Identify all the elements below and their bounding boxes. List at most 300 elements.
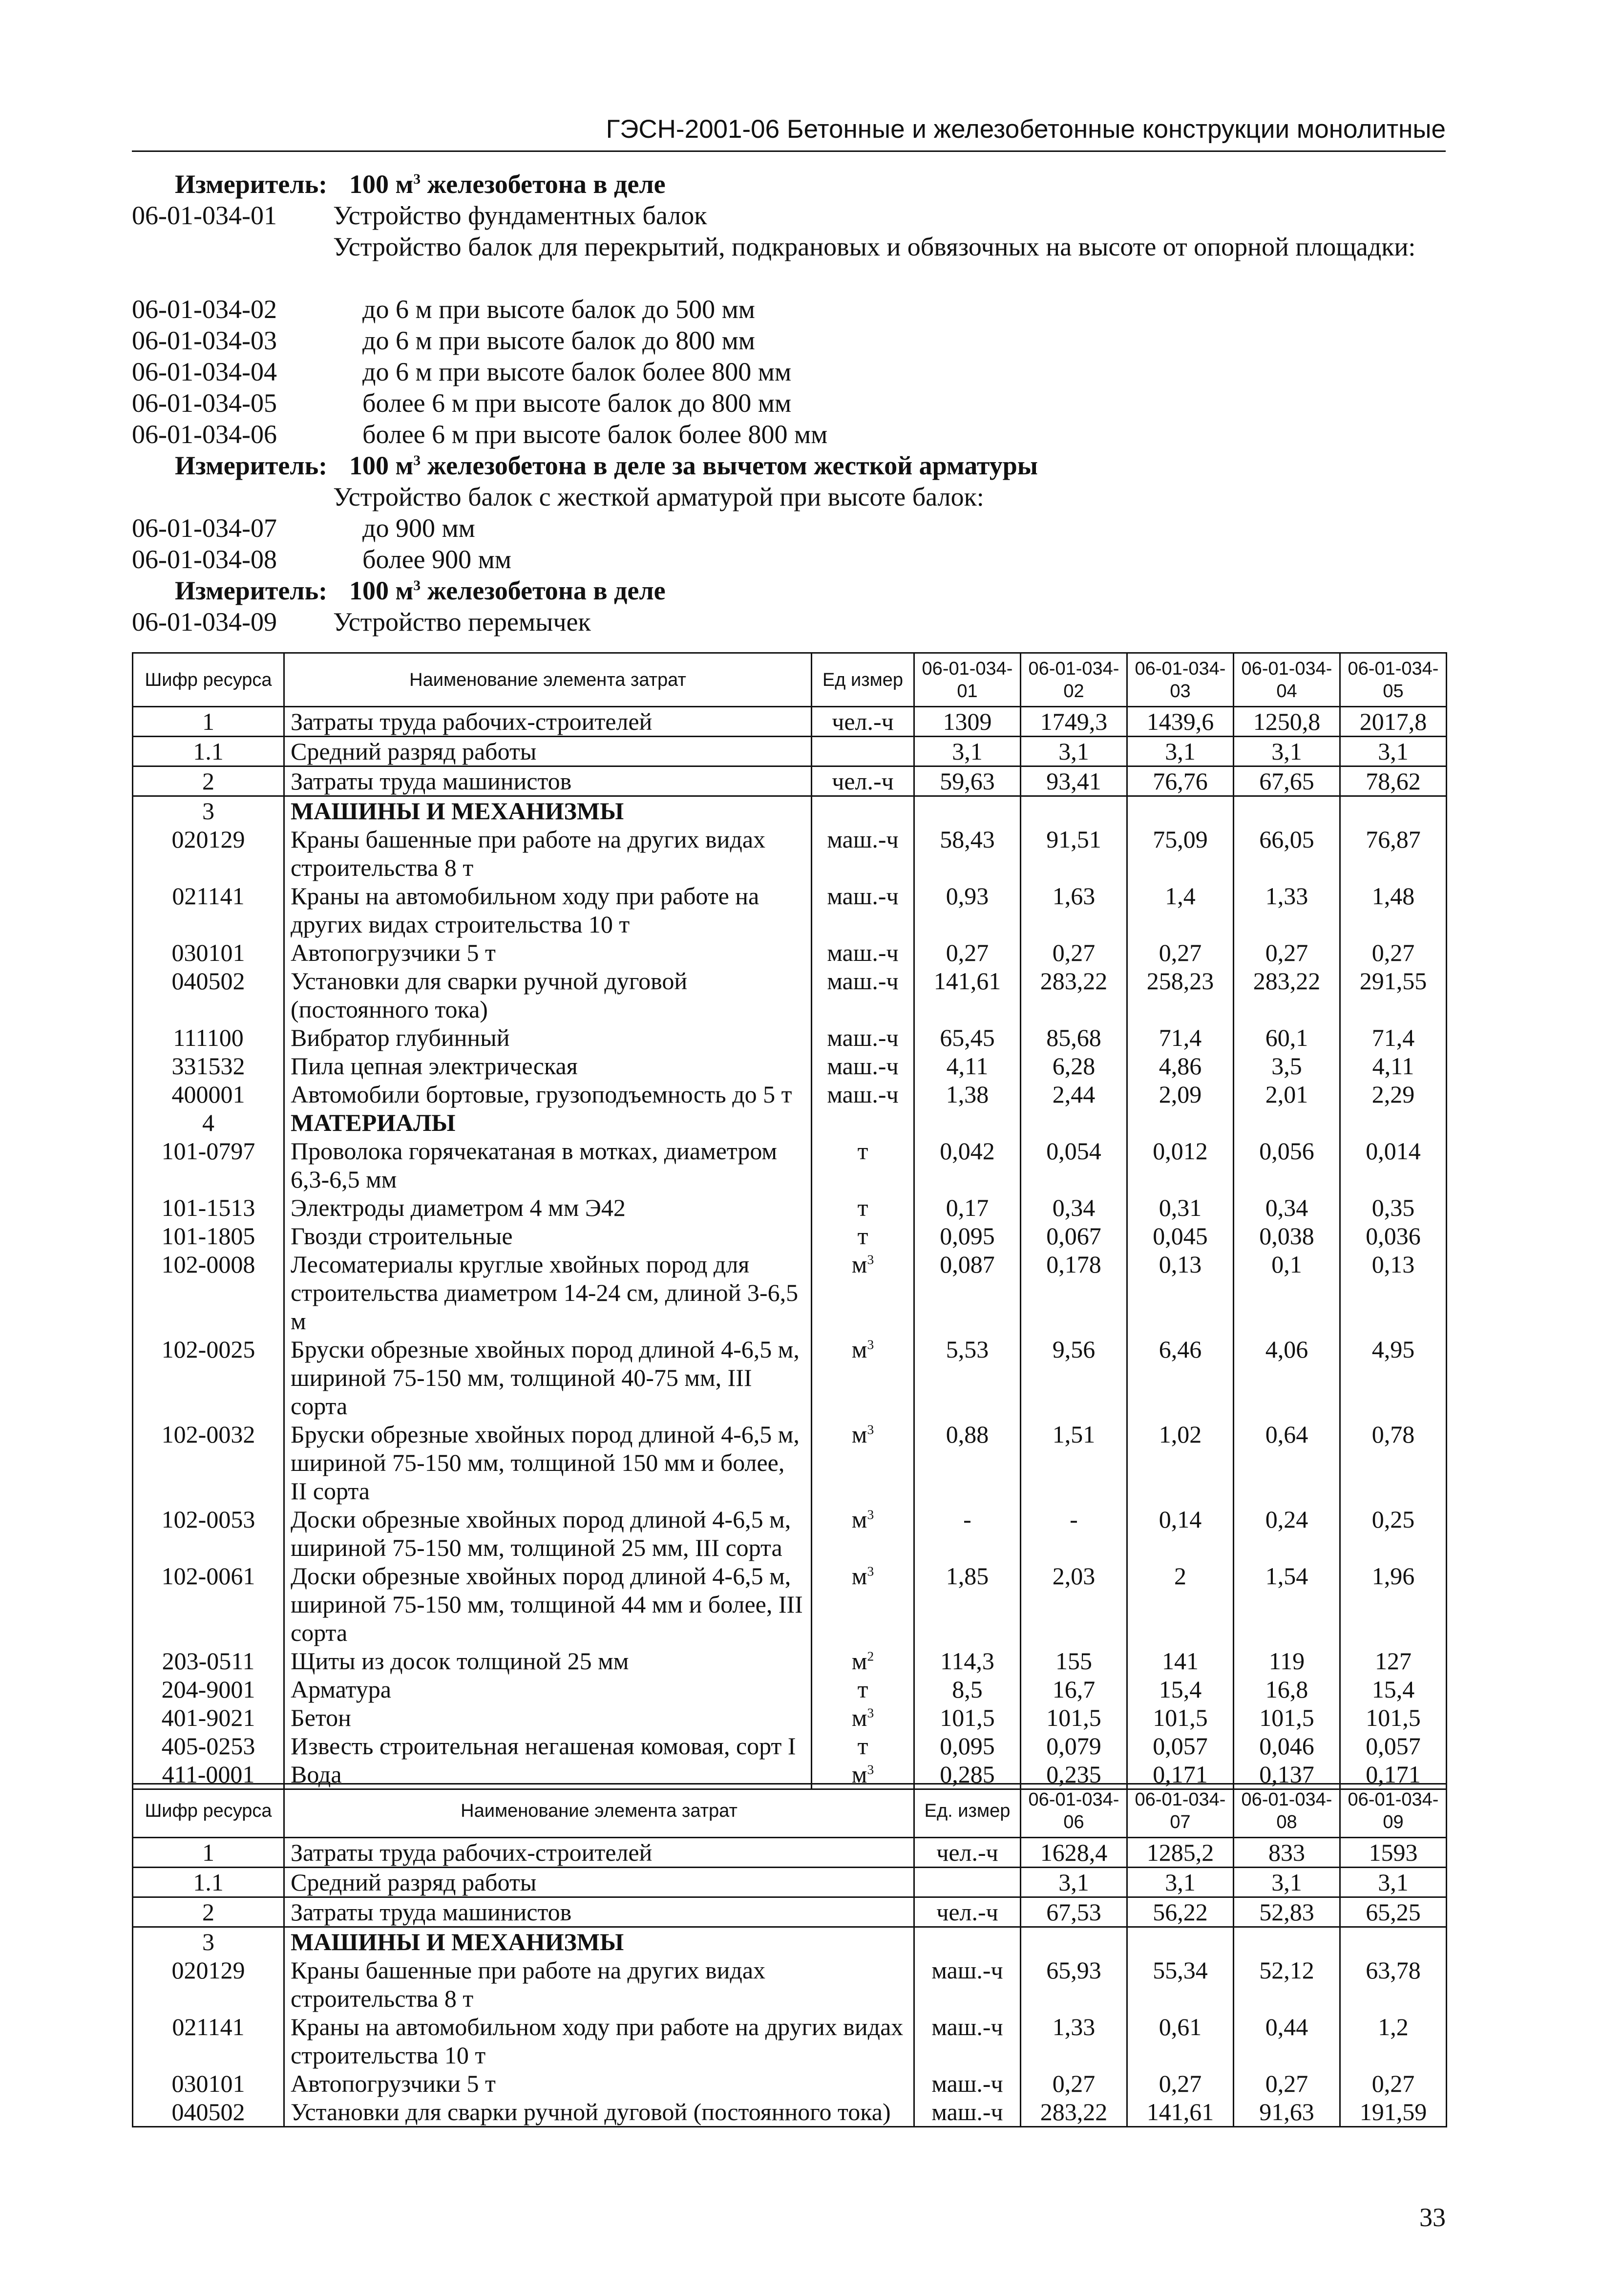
- row-value: 59,63: [914, 766, 1021, 796]
- row-value: 1,33: [1021, 2013, 1127, 2069]
- row-unit: т: [812, 1732, 914, 1760]
- row-value: 3,1: [1127, 1868, 1234, 1897]
- row-value: 52,12: [1234, 1956, 1340, 2013]
- header-col: 06-01-034-03: [1127, 653, 1234, 707]
- intro-code: 06-01-034-01: [132, 201, 277, 230]
- row-value: 66,05: [1234, 825, 1340, 882]
- intro-item: [132, 544, 1446, 575]
- row-value: 0,31: [1127, 1193, 1234, 1222]
- header-col: 06-01-034-06: [1021, 1784, 1127, 1838]
- row-value: 0,012: [1127, 1137, 1234, 1193]
- measure-tail: железобетона в деле: [421, 170, 666, 199]
- row-unit: маш.-ч: [812, 882, 914, 938]
- row-value: 3,1: [914, 737, 1021, 766]
- row-value: 76,87: [1340, 825, 1447, 882]
- table-row: [133, 2013, 1447, 2069]
- row-value: 2: [1127, 1562, 1234, 1647]
- row-code: 3: [133, 796, 284, 826]
- row-unit: т: [812, 1222, 914, 1250]
- header-col: 06-01-034-05: [1340, 653, 1447, 707]
- row-value: 1,33: [1234, 882, 1340, 938]
- row-value: 0,78: [1340, 1420, 1447, 1505]
- row-code: 203-0511: [133, 1647, 284, 1675]
- running-header: [132, 111, 1446, 152]
- row-value: 71,4: [1127, 1023, 1234, 1052]
- row-name: Пила цепная электрическая: [284, 1052, 812, 1080]
- table-row: [133, 1647, 1447, 1675]
- row-value: 2,09: [1127, 1080, 1234, 1108]
- row-value: 0,1: [1234, 1250, 1340, 1335]
- row-name: Автопогрузчики 5 т: [284, 938, 812, 967]
- row-value: 0,34: [1021, 1193, 1127, 1222]
- row-value: 833: [1234, 1838, 1340, 1868]
- intro-code: 06-01-034-02: [132, 295, 277, 324]
- row-unit: [812, 796, 914, 826]
- row-unit: [914, 1868, 1021, 1897]
- row-unit: $м^3$: [812, 1703, 914, 1732]
- row-value: 65,45: [914, 1023, 1021, 1052]
- row-value: [1127, 1927, 1234, 1956]
- table-row: [133, 707, 1447, 737]
- row-value: 1,02: [1127, 1420, 1234, 1505]
- intro-code: 06-01-034-06: [132, 420, 277, 449]
- row-code: 021141: [133, 882, 284, 938]
- row-value: 3,1: [1340, 1868, 1447, 1897]
- unit-exponent: 3: [867, 1422, 874, 1437]
- row-value: [1021, 1927, 1127, 1956]
- intro-code: 06-01-034-03: [132, 326, 277, 355]
- row-value: 0,057: [1340, 1732, 1447, 1760]
- row-unit: $м^3$: [812, 1420, 914, 1505]
- row-value: 1439,6: [1127, 707, 1234, 737]
- header-col: 06-01-034-02: [1021, 653, 1127, 707]
- row-value: 2,29: [1340, 1080, 1447, 1108]
- table-row: [133, 1420, 1447, 1505]
- header-unit: Ед измер: [812, 653, 914, 707]
- measure-sup: 3: [413, 171, 421, 187]
- row-code: 101-0797: [133, 1137, 284, 1193]
- row-value: 0,27: [1234, 2069, 1340, 2098]
- row-value: 3,1: [1340, 737, 1447, 766]
- row-value: 0,171: [1340, 1760, 1447, 1789]
- row-unit: маш.-ч: [914, 1956, 1021, 2013]
- row-value: [914, 1108, 1021, 1137]
- row-name: Автопогрузчики 5 т: [284, 2069, 914, 2098]
- row-name: Арматура: [284, 1675, 812, 1703]
- row-value: 0,095: [914, 1222, 1021, 1250]
- row-value: 63,78: [1340, 1956, 1447, 2013]
- row-value: 0,27: [1340, 2069, 1447, 2098]
- table-row: [133, 1222, 1447, 1250]
- table-row: [133, 1023, 1447, 1052]
- row-value: 0,235: [1021, 1760, 1127, 1789]
- measure-value: 100 м: [349, 170, 414, 199]
- intro-item: [132, 325, 1446, 356]
- row-value: 1250,8: [1234, 707, 1340, 737]
- row-value: 76,76: [1127, 766, 1234, 796]
- row-value: 0,61: [1127, 2013, 1234, 2069]
- measure-line: [132, 450, 1446, 481]
- header-unit: Ед. измер: [914, 1784, 1021, 1838]
- row-value: 0,178: [1021, 1250, 1127, 1335]
- row-value: 0,13: [1127, 1250, 1234, 1335]
- measure-tail: железобетона в деле за вычетом жесткой арматуры: [421, 451, 1038, 480]
- row-code: 204-9001: [133, 1675, 284, 1703]
- row-value: 0,34: [1234, 1193, 1340, 1222]
- row-name: Электроды диаметром 4 мм Э42: [284, 1193, 812, 1222]
- unit-exponent: 3: [867, 1563, 874, 1579]
- row-name: Доски обрезные хвойных пород длиной 4-6,5 м, шириной 75-150 мм, толщиной 44 мм и более, III сорта: [284, 1562, 812, 1647]
- table-row: [133, 1108, 1447, 1137]
- row-unit: чел.-ч: [812, 707, 914, 737]
- row-value: 0,27: [1340, 938, 1447, 967]
- row-value: 0,171: [1127, 1760, 1234, 1789]
- row-value: 0,046: [1234, 1732, 1340, 1760]
- row-unit: $м^3$: [812, 1562, 914, 1647]
- row-value: 0,27: [1021, 938, 1127, 967]
- header-col: 06-01-034-09: [1340, 1784, 1447, 1838]
- resource-table-2: [132, 1783, 1447, 2127]
- row-value: 16,7: [1021, 1675, 1127, 1703]
- row-code: 331532: [133, 1052, 284, 1080]
- table-row: [133, 938, 1447, 967]
- intro-item: [132, 231, 1446, 294]
- row-value: 2,01: [1234, 1080, 1340, 1108]
- table-row: [133, 2098, 1447, 2127]
- row-value: 1,85: [914, 1562, 1021, 1647]
- row-value: 258,23: [1127, 967, 1234, 1023]
- row-value: 93,41: [1021, 766, 1127, 796]
- row-value: 4,95: [1340, 1335, 1447, 1420]
- unit-exponent: 3: [867, 1252, 874, 1267]
- row-value: 0,056: [1234, 1137, 1340, 1193]
- intro-code: 06-01-034-04: [132, 357, 277, 386]
- row-value: 2017,8: [1340, 707, 1447, 737]
- row-code: 401-9021: [133, 1703, 284, 1732]
- row-value: 3,1: [1127, 737, 1234, 766]
- row-value: [1127, 1108, 1234, 1137]
- row-unit: маш.-ч: [812, 1023, 914, 1052]
- row-value: 9,56: [1021, 1335, 1127, 1420]
- row-value: [1021, 796, 1127, 826]
- intro-item: [132, 356, 1446, 387]
- row-value: 16,8: [1234, 1675, 1340, 1703]
- row-code: 1: [133, 1838, 284, 1868]
- row-value: 114,3: [914, 1647, 1021, 1675]
- row-code: 411-0001: [133, 1760, 284, 1789]
- row-code: 111100: [133, 1023, 284, 1052]
- row-value: [1340, 796, 1447, 826]
- row-value: 0,64: [1234, 1420, 1340, 1505]
- row-name: Вибратор глубинный: [284, 1023, 812, 1052]
- row-name: Гвозди строительные: [284, 1222, 812, 1250]
- row-value: 4,86: [1127, 1052, 1234, 1080]
- row-value: 0,036: [1340, 1222, 1447, 1250]
- intro-item: [132, 481, 1446, 512]
- table-row: [133, 1703, 1447, 1732]
- intro-text: Устройство балок с жесткой арматурой при высоте балок:: [333, 482, 984, 511]
- row-unit: маш.-ч: [914, 2069, 1021, 2098]
- table-row: [133, 1868, 1447, 1897]
- row-code: 4: [133, 1108, 284, 1137]
- intro-text: Устройство перемычек: [333, 607, 591, 637]
- row-value: [1340, 1108, 1447, 1137]
- row-name: Проволока горячекатаная в мотках, диаметром 6,3-6,5 мм: [284, 1137, 812, 1193]
- table-row: [133, 1250, 1447, 1335]
- measure-sup: 3: [413, 578, 421, 594]
- measure-value: 100 м: [349, 451, 414, 480]
- header-col: 06-01-034-01: [914, 653, 1021, 707]
- row-unit: маш.-ч: [914, 2098, 1021, 2127]
- row-name: Установки для сварки ручной дуговой (постоянного тока): [284, 967, 812, 1023]
- row-value: 8,5: [914, 1675, 1021, 1703]
- row-unit: $м^3$: [812, 1760, 914, 1789]
- row-unit: маш.-ч: [812, 1080, 914, 1108]
- header-name: Наименование элемента затрат: [284, 653, 812, 707]
- measure-line: [132, 575, 1446, 606]
- row-value: 0,079: [1021, 1732, 1127, 1760]
- unit-exponent: 2: [867, 1648, 874, 1664]
- row-value: 3,5: [1234, 1052, 1340, 1080]
- row-value: [1340, 1927, 1447, 1956]
- row-value: 283,22: [1021, 967, 1127, 1023]
- row-value: 71,4: [1340, 1023, 1447, 1052]
- table-row: [133, 1193, 1447, 1222]
- table-row: [133, 796, 1447, 826]
- row-code: 1: [133, 707, 284, 737]
- row-value: 3,1: [1021, 1868, 1127, 1897]
- row-unit: [914, 1927, 1021, 1956]
- row-value: 56,22: [1127, 1897, 1234, 1927]
- row-value: 1,63: [1021, 882, 1127, 938]
- row-value: 101,5: [1021, 1703, 1127, 1732]
- row-value: 0,93: [914, 882, 1021, 938]
- row-value: 101,5: [914, 1703, 1021, 1732]
- row-value: 75,09: [1127, 825, 1234, 882]
- table-row: [133, 1505, 1447, 1562]
- row-name: Щиты из досок толщиной 25 мм: [284, 1647, 812, 1675]
- intro-item: [132, 419, 1446, 450]
- row-value: 0,054: [1021, 1137, 1127, 1193]
- resource-table-1: [132, 652, 1447, 1790]
- row-value: 0,038: [1234, 1222, 1340, 1250]
- row-value: 85,68: [1021, 1023, 1127, 1052]
- measure-label: Измеритель:: [175, 451, 328, 480]
- row-value: 67,65: [1234, 766, 1340, 796]
- row-value: 55,34: [1127, 1956, 1234, 2013]
- row-unit: [812, 1108, 914, 1137]
- row-value: 1,2: [1340, 2013, 1447, 2069]
- header-col: 06-01-034-07: [1127, 1784, 1234, 1838]
- unit-exponent: 3: [867, 1507, 874, 1522]
- intro-item: [132, 512, 1446, 544]
- row-name: Автомобили бортовые, грузоподъемность до 5 т: [284, 1080, 812, 1108]
- row-unit: чел.-ч: [812, 766, 914, 796]
- measure-tail: железобетона в деле: [421, 576, 666, 605]
- row-value: 0,44: [1234, 2013, 1340, 2069]
- row-name: Доски обрезные хвойных пород длиной 4-6,5 м, шириной 75-150 мм, толщиной 25 мм, III сорта: [284, 1505, 812, 1562]
- row-code: 040502: [133, 2098, 284, 2127]
- row-unit: [812, 737, 914, 766]
- table-header-row: [133, 1784, 1447, 1838]
- row-value: [1021, 1108, 1127, 1137]
- row-unit: т: [812, 1193, 914, 1222]
- row-value: 91,63: [1234, 2098, 1340, 2127]
- row-unit: т: [812, 1137, 914, 1193]
- row-code: 020129: [133, 1956, 284, 2013]
- row-value: 0,35: [1340, 1193, 1447, 1222]
- row-value: [1127, 796, 1234, 826]
- row-value: [1234, 1927, 1340, 1956]
- intro-text: более 6 м при высоте балок до 800 мм: [362, 388, 792, 418]
- unit-exponent: 3: [867, 1705, 874, 1721]
- row-value: [914, 796, 1021, 826]
- table-row: [133, 737, 1447, 766]
- row-value: 141,61: [914, 967, 1021, 1023]
- header-col: 06-01-034-04: [1234, 653, 1340, 707]
- row-unit: маш.-ч: [812, 1052, 914, 1080]
- row-value: -: [1021, 1505, 1127, 1562]
- row-unit: маш.-ч: [914, 2013, 1021, 2069]
- row-code: 2: [133, 1897, 284, 1927]
- intro-text: до 6 м при высоте балок более 800 мм: [362, 357, 792, 386]
- row-value: 0,24: [1234, 1505, 1340, 1562]
- row-value: 78,62: [1340, 766, 1447, 796]
- intro-code: 06-01-034-07: [132, 513, 277, 543]
- row-name: Лесоматериалы круглые хвойных пород для строительства диаметром 14-24 см, длиной 3-6,5 м: [284, 1250, 812, 1335]
- row-value: 101,5: [1234, 1703, 1340, 1732]
- row-code: 040502: [133, 967, 284, 1023]
- row-value: 0,042: [914, 1137, 1021, 1193]
- row-value: 15,4: [1127, 1675, 1234, 1703]
- row-name: Краны на автомобильном ходу при работе на других видах строительства 10 т: [284, 882, 812, 938]
- row-value: [1234, 1108, 1340, 1137]
- row-value: 65,93: [1021, 1956, 1127, 2013]
- row-code: 405-0253: [133, 1732, 284, 1760]
- header-code: Шифр ресурса: [133, 653, 284, 707]
- row-value: 283,22: [1021, 2098, 1127, 2127]
- row-value: 0,27: [1021, 2069, 1127, 2098]
- row-value: 155: [1021, 1647, 1127, 1675]
- row-name: Известь строительная негашеная комовая, сорт I: [284, 1732, 812, 1760]
- row-name: Бетон: [284, 1703, 812, 1732]
- table-row: [133, 1838, 1447, 1868]
- intro-code: 06-01-034-09: [132, 607, 277, 637]
- row-value: 52,83: [1234, 1897, 1340, 1927]
- intro-section: [132, 169, 1446, 638]
- intro-text: до 6 м при высоте балок до 500 мм: [362, 295, 755, 324]
- row-unit: чел.-ч: [914, 1838, 1021, 1868]
- row-value: 2,03: [1021, 1562, 1127, 1647]
- row-name: Средний разряд работы: [284, 737, 812, 766]
- header-col: 06-01-034-08: [1234, 1784, 1340, 1838]
- row-value: 0,067: [1021, 1222, 1127, 1250]
- row-value: 4,06: [1234, 1335, 1340, 1420]
- row-code: 030101: [133, 938, 284, 967]
- row-unit: $м^3$: [812, 1505, 914, 1562]
- header-name: Наименование элемента затрат: [284, 1784, 914, 1838]
- measure-label: Измеритель:: [175, 170, 328, 199]
- measure-line: [132, 169, 1446, 200]
- row-value: 119: [1234, 1647, 1340, 1675]
- row-name: Краны башенные при работе на других видах строительства 8 т: [284, 1956, 914, 2013]
- page-number: 33: [1419, 2203, 1446, 2232]
- row-code: 102-0061: [133, 1562, 284, 1647]
- row-unit: маш.-ч: [812, 825, 914, 882]
- row-name: МАШИНЫ И МЕХАНИЗМЫ: [284, 1927, 914, 1956]
- row-value: 0,137: [1234, 1760, 1340, 1789]
- measure-sup: 3: [413, 453, 421, 468]
- row-code: 102-0032: [133, 1420, 284, 1505]
- table-row: [133, 1137, 1447, 1193]
- intro-item: [132, 200, 1446, 231]
- intro-text: более 900 мм: [362, 545, 511, 574]
- row-value: 4,11: [914, 1052, 1021, 1080]
- row-name: Вода: [284, 1760, 812, 1789]
- table-row: [133, 1897, 1447, 1927]
- row-name: МАТЕРИАЛЫ: [284, 1108, 812, 1137]
- row-value: 0,25: [1340, 1505, 1447, 1562]
- row-code: 102-0025: [133, 1335, 284, 1420]
- unit-exponent: 3: [867, 1762, 874, 1777]
- row-value: 3,1: [1234, 1868, 1340, 1897]
- row-value: 0,27: [1127, 938, 1234, 967]
- row-value: 0,014: [1340, 1137, 1447, 1193]
- table-row: [133, 1335, 1447, 1420]
- row-value: 0,057: [1127, 1732, 1234, 1760]
- table-row: [133, 882, 1447, 938]
- row-name: Средний разряд работы: [284, 1868, 914, 1897]
- row-code: 102-0053: [133, 1505, 284, 1562]
- row-code: 101-1513: [133, 1193, 284, 1222]
- row-value: 141: [1127, 1647, 1234, 1675]
- row-name: МАШИНЫ И МЕХАНИЗМЫ: [284, 796, 812, 826]
- intro-text: до 6 м при высоте балок до 800 мм: [362, 326, 755, 355]
- row-value: 0,27: [1234, 938, 1340, 967]
- row-code: 102-0008: [133, 1250, 284, 1335]
- row-value: 0,14: [1127, 1505, 1234, 1562]
- row-value: [1234, 796, 1340, 826]
- row-name: Краны на автомобильном ходу при работе на других видах строительства 10 т: [284, 2013, 914, 2069]
- row-value: 1,4: [1127, 882, 1234, 938]
- measure-value: 100 м: [349, 576, 414, 605]
- row-unit: маш.-ч: [812, 967, 914, 1023]
- row-code: 030101: [133, 2069, 284, 2098]
- row-name: Бруски обрезные хвойных пород длиной 4-6,5 м, шириной 75-150 мм, толщиной 40-75 мм, III сорта: [284, 1335, 812, 1420]
- row-value: 0,13: [1340, 1250, 1447, 1335]
- row-code: 021141: [133, 2013, 284, 2069]
- row-value: 91,51: [1021, 825, 1127, 882]
- row-code: 3: [133, 1927, 284, 1956]
- intro-text: более 6 м при высоте балок более 800 мм: [362, 420, 828, 449]
- row-value: 0,285: [914, 1760, 1021, 1789]
- row-value: 291,55: [1340, 967, 1447, 1023]
- row-unit: маш.-ч: [812, 938, 914, 967]
- row-value: 0,27: [914, 938, 1021, 967]
- row-name: Затраты труда машинистов: [284, 766, 812, 796]
- row-value: 101,5: [1340, 1703, 1447, 1732]
- measure-label: Измеритель:: [175, 576, 328, 605]
- row-value: 0,095: [914, 1732, 1021, 1760]
- row-value: 5,53: [914, 1335, 1021, 1420]
- row-value: 2,44: [1021, 1080, 1127, 1108]
- row-name: Установки для сварки ручной дуговой (постоянного тока): [284, 2098, 914, 2127]
- row-code: 101-1805: [133, 1222, 284, 1250]
- row-value: 58,43: [914, 825, 1021, 882]
- row-code: 020129: [133, 825, 284, 882]
- table-row: [133, 1732, 1447, 1760]
- intro-text: до 900 мм: [362, 513, 475, 543]
